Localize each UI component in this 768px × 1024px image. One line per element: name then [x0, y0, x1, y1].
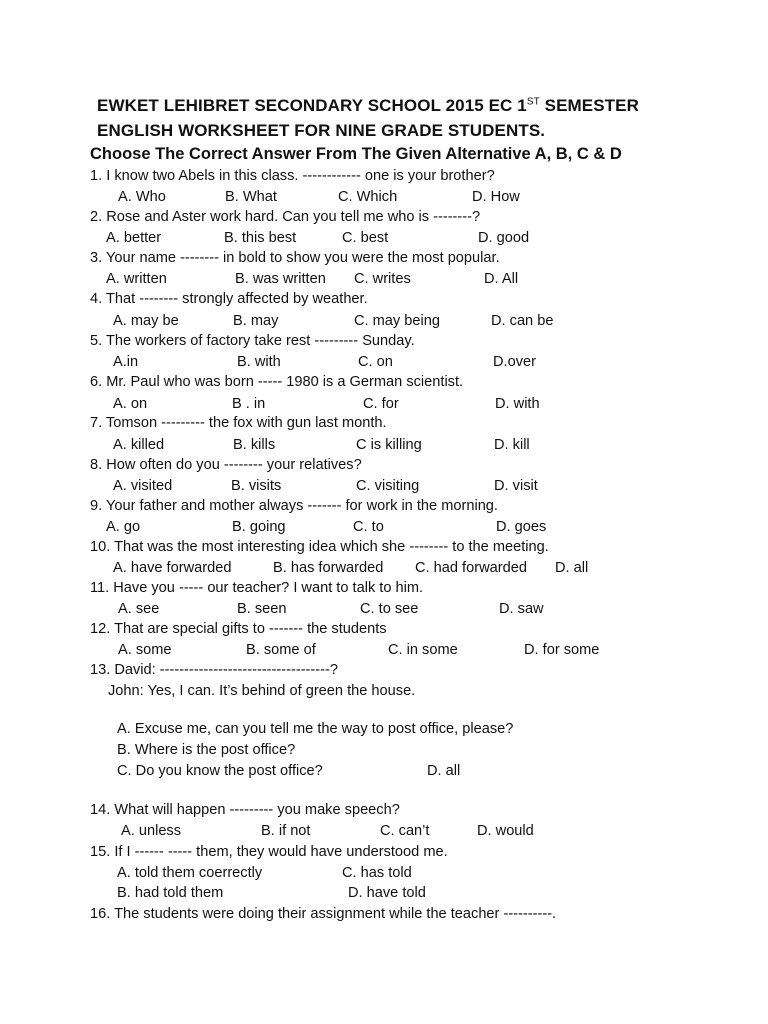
q1-option-a: A. Who	[118, 189, 166, 205]
q13-option-d: D. all	[427, 763, 461, 779]
q15-option-b: B. had told them	[117, 885, 224, 901]
school-title-end: SEMESTER	[539, 96, 639, 115]
q7-option-b: B. kills	[233, 437, 276, 453]
q11-option-a: A. see	[118, 601, 160, 617]
q1-option-b: B. What	[225, 189, 277, 205]
q14-option-c: C. can’t	[380, 823, 430, 839]
q11-option-c: C. to see	[360, 601, 419, 617]
q9-option-b: B. going	[232, 519, 286, 535]
q1-option-c: C. Which	[338, 189, 398, 205]
q14-option-b: B. if not	[261, 823, 311, 839]
q9-option-a: A. go	[106, 519, 141, 535]
q14-option-a: A. unless	[121, 823, 182, 839]
q9-option-d: D. goes	[496, 519, 547, 535]
school-title-main: EWKET LEHIBRET SECONDARY SCHOOL 2015 EC 1	[97, 96, 527, 115]
q15-option-a: A. told them coerrectly	[117, 865, 263, 881]
question-6: 6. Mr. Paul who was born ----- 1980 is a German scientist.	[90, 374, 464, 390]
q13-dialogue: John: Yes, I can. It’s behind of green the house.	[108, 683, 416, 699]
q13-option-b: B. Where is the post office?	[117, 742, 296, 758]
q5-option-d: D.over	[493, 354, 536, 370]
q15-option-d: D. have told	[348, 885, 426, 901]
q10-option-d: D. all	[555, 560, 589, 576]
q13-option-a: A. Excuse me, can you tell me the way to post office, please?	[117, 721, 514, 737]
question-10: 10. That was the most interesting idea which she -------- to the meeting.	[90, 539, 549, 555]
question-2: 2. Rose and Aster work hard. Can you tell me who is --------?	[90, 209, 481, 225]
q1-option-d: D. How	[472, 189, 520, 205]
q15-option-c: C. has told	[342, 865, 412, 881]
q14-option-d: D. would	[477, 823, 534, 839]
q8-option-d: D. visit	[494, 478, 538, 494]
instruction: Choose The Correct Answer From The Given Alternative A, B, C & D	[90, 145, 622, 163]
q12-option-c: C. in some	[388, 642, 458, 658]
q5-option-c: C. on	[358, 354, 393, 370]
q10-option-c: C. had forwarded	[415, 560, 527, 576]
worksheet-title: ENGLISH WORKSHEET FOR NINE GRADE STUDENTS.	[97, 121, 546, 140]
question-14: 14. What will happen --------- you make speech?	[90, 802, 400, 818]
q6-option-c: C. for	[363, 396, 399, 412]
question-16: 16. The students were doing their assignment while the teacher ----------.	[90, 906, 557, 922]
q5-option-b: B. with	[237, 354, 281, 370]
question-9: 9. Your father and mother always ------- for work in the morning.	[90, 498, 498, 514]
q8-option-c: C. visiting	[356, 478, 420, 494]
question-11: 11. Have you ----- our teacher? I want to talk to him.	[90, 580, 424, 596]
q10-option-a: A. have forwarded	[113, 560, 232, 576]
q12-option-d: D. for some	[524, 642, 600, 658]
q13-option-c: C. Do you know the post office?	[117, 763, 323, 779]
q7-option-c: C is killing	[356, 437, 422, 453]
q2-option-c: C. best	[342, 230, 389, 246]
q2-option-b: B. this best	[224, 230, 297, 246]
q4-option-d: D. can be	[491, 313, 554, 329]
q12-option-a: A. some	[118, 642, 172, 658]
q4-option-c: C. may being	[354, 313, 440, 329]
q3-option-c: C. writes	[354, 271, 411, 287]
q12-option-b: B. some of	[246, 642, 316, 658]
question-8: 8. How often do you -------- your relatives?	[90, 457, 362, 473]
q8-option-a: A. visited	[113, 478, 173, 494]
question-7: 7. Tomson --------- the fox with gun last month.	[90, 415, 387, 431]
question-5: 5. The workers of factory take rest --------- Sunday.	[90, 333, 415, 349]
q4-option-b: B. may	[233, 313, 279, 329]
q3-option-b: B. was written	[235, 271, 326, 287]
question-13: 13. David: -----------------------------------?	[90, 662, 338, 678]
q5-option-a: A.in	[113, 354, 139, 370]
q8-option-b: B. visits	[231, 478, 282, 494]
q11-option-d: D. saw	[499, 601, 544, 617]
ordinal-suffix: ST	[526, 96, 540, 108]
question-15: 15. If I ------ ----- them, they would have understood me.	[90, 844, 448, 860]
question-12: 12. That are special gifts to ------- the students	[90, 621, 387, 637]
q9-option-c: C. to	[353, 519, 384, 535]
q6-option-b: B . in	[232, 396, 266, 412]
q2-option-a: A. better	[106, 230, 162, 246]
q6-option-a: A. on	[113, 396, 148, 412]
q4-option-a: A. may be	[113, 313, 179, 329]
q3-option-d: D. All	[484, 271, 519, 287]
q3-option-a: A. written	[106, 271, 167, 287]
school-title	[97, 96, 639, 116]
q6-option-d: D. with	[495, 396, 540, 412]
q7-option-d: D. kill	[494, 437, 530, 453]
question-4: 4. That -------- strongly affected by weather.	[90, 291, 368, 307]
q2-option-d: D. good	[478, 230, 530, 246]
question-1: 1. I know two Abels in this class. ------------ one is your brother?	[90, 168, 495, 184]
q7-option-a: A. killed	[113, 437, 165, 453]
q11-option-b: B. seen	[237, 601, 287, 617]
question-3: 3. Your name -------- in bold to show you were the most popular.	[90, 250, 500, 266]
q10-option-b: B. has forwarded	[273, 560, 384, 576]
